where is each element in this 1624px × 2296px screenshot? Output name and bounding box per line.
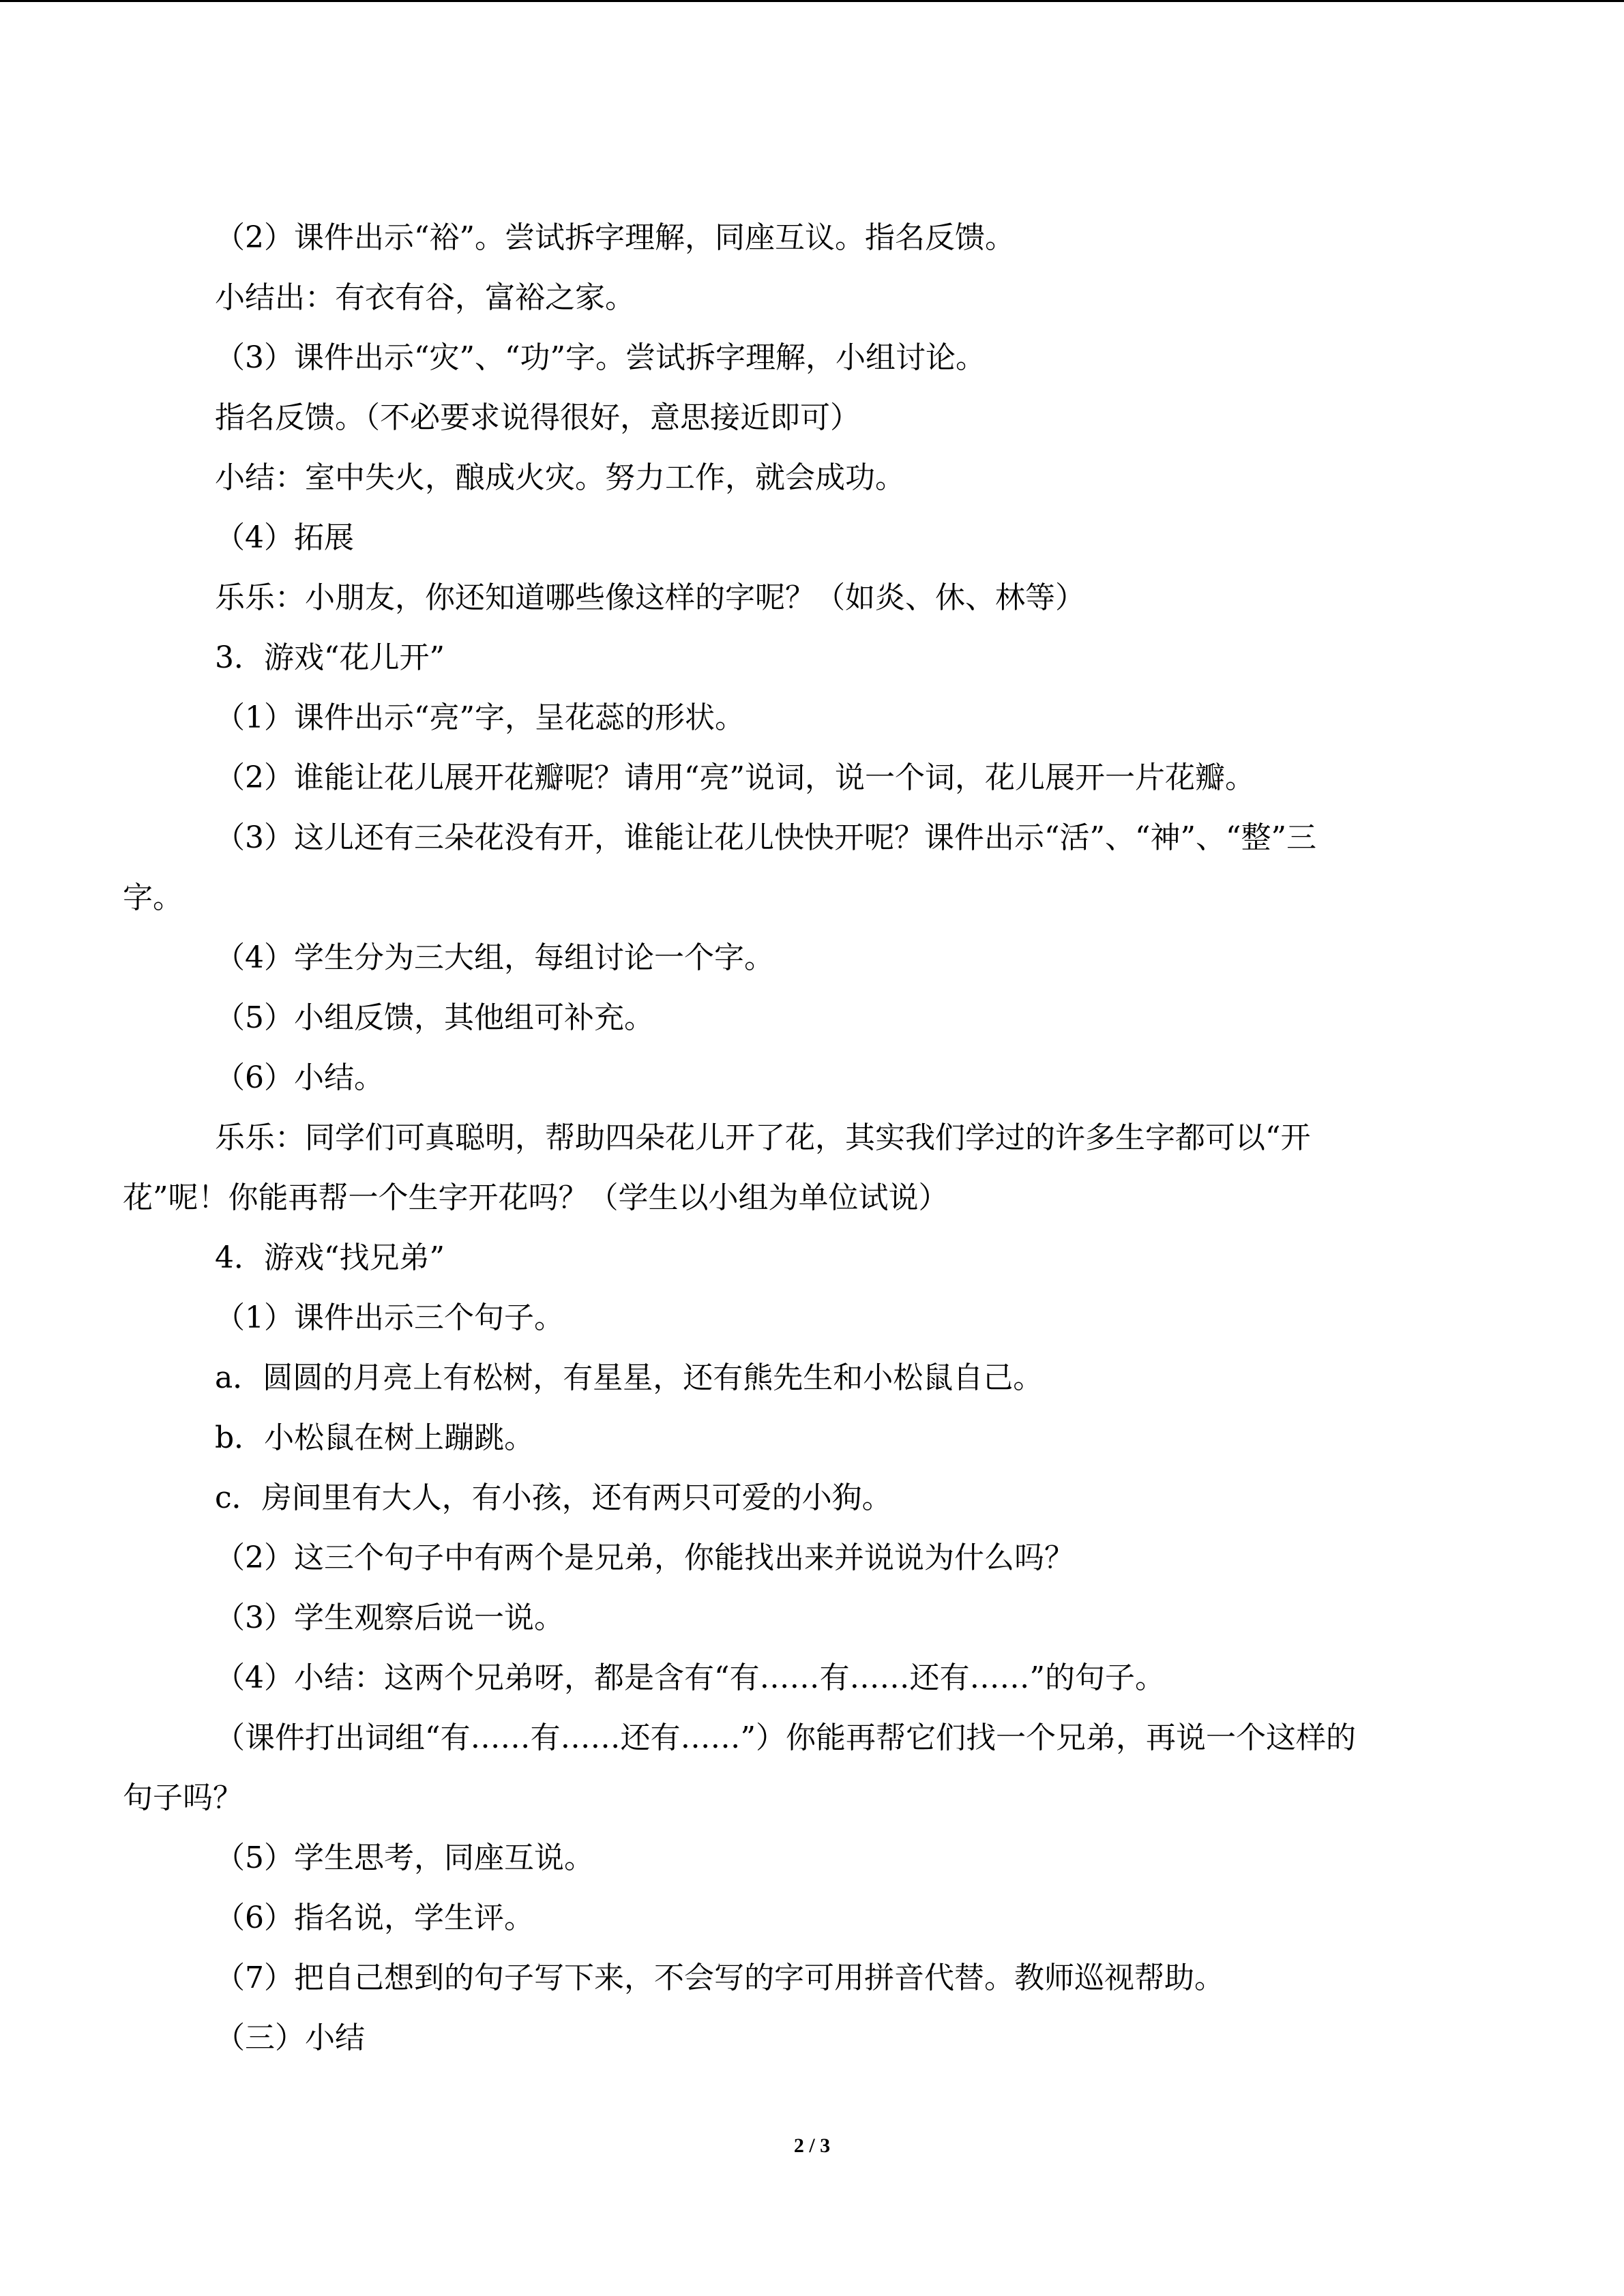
paragraph-line: c．房间里有大人，有小孩，还有两只可爱的小狗。	[215, 1480, 892, 1515]
paragraph-line: （7）把自己想到的句子写下来，不会写的字可用拼音代替。教师巡视帮助。	[215, 1960, 1224, 1995]
paragraph-line: （6）小结。	[215, 1060, 384, 1095]
document-body	[123, 208, 1480, 2068]
section-heading: （三）小结	[215, 2021, 365, 2055]
paragraph-line: （6）指名说，学生评。	[215, 1900, 534, 1935]
paragraph-line: （5）小组反馈，其他组可补充。	[215, 1000, 654, 1035]
top-border-line	[0, 0, 1624, 2]
paragraph-line: （2）谁能让花儿展开花瓣呢？请用“亮”说词，说一个词，花儿展开一片花瓣。	[215, 760, 1255, 795]
paragraph-line-continuation: 句子吗？	[123, 1780, 243, 1815]
paragraph-line: 乐乐：小朋友，你还知道哪些像这样的字呢？（如炎、休、林等）	[215, 580, 1085, 615]
paragraph-line: （5）学生思考，同座互说。	[215, 1840, 594, 1875]
section-heading: 3．游戏“花儿开”	[215, 640, 445, 675]
paragraph-line: b．小松鼠在树上蹦跳。	[215, 1420, 535, 1455]
paragraph-line: （2）这三个句子中有两个是兄弟，你能找出来并说说为什么吗？	[215, 1540, 1074, 1575]
paragraph-line: （1）课件出示“亮”字，呈花蕊的形状。	[215, 700, 745, 735]
paragraph-line: （4）拓展	[215, 520, 354, 555]
paragraph-line: 指名反馈。（不必要求说得很好，意思接近即可）	[215, 400, 860, 435]
page-number: 2 / 3	[793, 2134, 831, 2157]
paragraph-line: （1）课件出示三个句子。	[215, 1300, 564, 1335]
paragraph-line: （课件打出词组“有……有……还有……”）你能再帮它们找一个兄弟，再说一个这样的	[215, 1720, 1356, 1755]
paragraph-line: a．圆圆的月亮上有松树，有星星，还有熊先生和小松鼠自己。	[215, 1360, 1044, 1395]
section-heading: 4．游戏“找兄弟”	[215, 1240, 445, 1275]
paragraph-line: （3）课件出示“灾”、“功”字。尝试拆字理解，小组讨论。	[215, 340, 986, 375]
paragraph-line: （3）这儿还有三朵花没有开，谁能让花儿快快开呢？课件出示“活”、“神”、“整”三	[215, 820, 1316, 855]
paragraph-line: （4）小结：这两个兄弟呀，都是含有“有……有……还有……”的句子。	[215, 1660, 1165, 1695]
paragraph-line-continuation: 花”呢！你能再帮一个生字开花吗？（学生以小组为单位试说）	[123, 1180, 949, 1215]
paragraph-line: 小结：室中失火，酿成火灾。努力工作，就会成功。	[215, 460, 905, 495]
paragraph-line-continuation: 字。	[123, 880, 183, 915]
paragraph-line: 乐乐：同学们可真聪明，帮助四朵花儿开了花，其实我们学过的许多生字都可以“开	[215, 1120, 1311, 1155]
paragraph-line: （4）学生分为三大组，每组讨论一个字。	[215, 940, 774, 975]
paragraph-line: （3）学生观察后说一说。	[215, 1600, 564, 1635]
paragraph-line: （2）课件出示“裕”。尝试拆字理解，同座互议。指名反馈。	[215, 220, 1015, 255]
paragraph-line: 小结出：有衣有谷，富裕之家。	[215, 280, 635, 315]
